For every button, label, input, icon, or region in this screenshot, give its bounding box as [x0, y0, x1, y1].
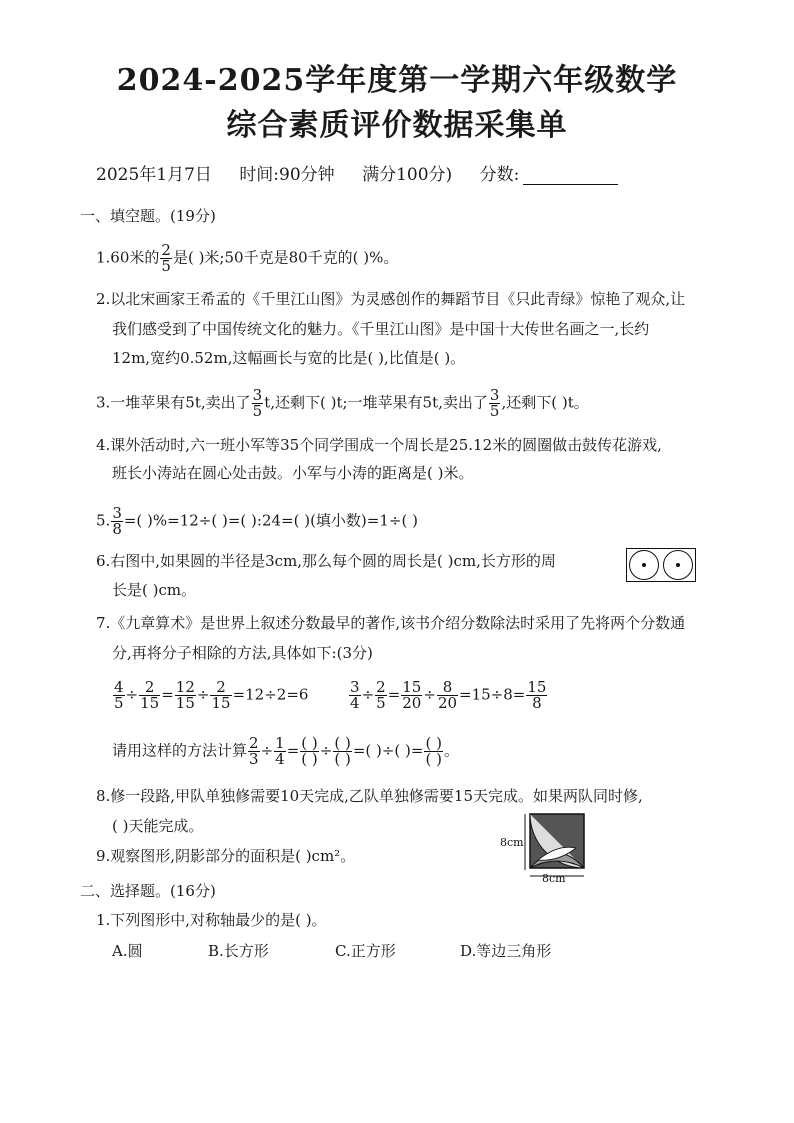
exam-full-score: 满分100分) — [362, 165, 453, 185]
circles-in-rectangle-figure — [626, 548, 696, 582]
fraction: $\frac{3}{4}$ — [350, 678, 360, 712]
question-1-6-line1: 6.右图中,如果圆的半径是3cm,那么每个圆的周长是( )cm,长方形的周 — [96, 552, 556, 570]
option-a[interactable]: A.圆 — [112, 942, 143, 960]
question-1-4-line2: 班长小涛站在圆心处击鼓。小军与小涛的距离是( )米。 — [112, 464, 474, 482]
fraction: $\frac{15}{8}$ — [527, 678, 547, 712]
option-d[interactable]: D.等边三角形 — [460, 942, 552, 960]
question-1-2-line2: 我们感受到了中国传统文化的魅力。《千里江山图》是中国十大传世名画之一,长约 — [112, 320, 650, 338]
fraction: $\frac{12}{15}$ — [175, 678, 195, 712]
exam-time: 时间:90分钟 — [239, 165, 335, 185]
question-1-5: 5. $\frac{3}{8}$ =( )%=12÷( )=( ):24=( )(填小数)=1÷( ) — [96, 504, 418, 538]
score-label: 分数: — [479, 165, 520, 185]
exam-meta — [96, 160, 640, 185]
question-1-4-line1: 4.课外活动时,六一班小军等35个同学围成一个周长是25.12米的圆圈做击鼓传花游戏, — [96, 436, 662, 454]
question-1-2-line1: 2.以北宋画家王希孟的《千里江山图》为灵感创作的舞蹈节目《只此青绿》惊艳了观众,让 — [96, 290, 686, 308]
question-1-7-example: $\frac{4}{5}$ ÷ $\frac{2}{15}$ = $\frac{12}{15}$ ÷ $\frac{2}{15}$ =12÷2=6 $\frac{3}{4}$ ÷ $\frac{2}{5}$ = $\frac{15}{20}$ ÷ $\frac{8}{20}$ =15÷8= $\frac{15}{8}$ — [114, 678, 547, 712]
fraction: $\frac{2}{15}$ — [140, 678, 160, 712]
question-1-7-line1: 7.《九章算术》是世界上叙述分数最早的著作,该书介绍分数除法时采用了先将两个分数通 — [96, 614, 686, 632]
answer-fraction[interactable]: $\frac{( )}{( )}$ — [301, 734, 318, 768]
bottom-label: 8cm — [542, 872, 566, 884]
fraction: $\frac{3}{5}$ — [252, 386, 263, 420]
score-field[interactable] — [523, 168, 618, 185]
fraction: $\frac{15}{20}$ — [402, 678, 422, 712]
fraction: $\frac{2}{5}$ — [376, 678, 386, 712]
fraction: $\frac{1}{4}$ — [275, 734, 285, 768]
question-1-7-exercise: 请用这样的方法计算 $\frac{2}{3}$ ÷ $\frac{1}{4}$ = $\frac{( )}{( )}$ ÷ $\frac{( )}{( )}$ =( )÷( )= $\frac{( )}{( )}$ 。 — [112, 734, 459, 768]
question-1-1: 1.60米的 $\frac{2}{5}$ 是( )米;50千克是80千克的( )%。 — [96, 241, 399, 275]
fraction: $\frac{4}{5}$ — [114, 678, 124, 712]
section1-heading: 一、填空题。(19分) — [80, 207, 216, 225]
question-1-6-line2: 长是( )cm。 — [112, 581, 197, 599]
option-b[interactable]: B.长方形 — [208, 942, 269, 960]
fraction: $\frac{3}{5}$ — [489, 386, 500, 420]
question-2-1: 1.下列图形中,对称轴最少的是( )。 — [96, 911, 327, 929]
question-1-3: 3.一堆苹果有5t,卖出了 $\frac{3}{5}$ t,还剩下( )t;一堆苹果有5t,卖出了 $\frac{3}{5}$ ,还剩下( )t。 — [96, 386, 589, 420]
exam-title-line2: 综合素质评价数据采集单 — [226, 108, 568, 143]
answer-fraction[interactable]: $\frac{( )}{( )}$ — [425, 734, 442, 768]
question-1-9: 9.观察图形,阴影部分的面积是( )cm²。 — [96, 847, 356, 865]
question-1-2-line3: 12m,宽约0.52m,这幅画长与宽的比是( ),比值是( )。 — [112, 349, 466, 367]
question-1-8-line2: ( )天能完成。 — [112, 817, 204, 835]
fraction: $\frac{2}{3}$ — [249, 734, 259, 768]
fraction: $\frac{2}{5}$ — [161, 241, 171, 275]
answer-fraction[interactable]: $\frac{( )}{( )}$ — [334, 734, 351, 768]
option-c[interactable]: C.正方形 — [335, 942, 396, 960]
question-1-7-line2: 分,再将分子相除的方法,具体如下:(3分) — [112, 644, 373, 662]
section2-heading: 二、选择题。(16分) — [80, 882, 216, 900]
shaded-square-figure — [498, 808, 590, 884]
fraction: $\frac{2}{15}$ — [211, 678, 231, 712]
side-label: 8cm — [500, 836, 524, 849]
exam-title-line1: 2024-2025学年度第一学期六年级数学 — [116, 63, 678, 98]
fraction: $\frac{8}{20}$ — [437, 678, 458, 712]
fraction: $\frac{3}{8}$ — [112, 504, 122, 538]
exam-date: 2025年1月7日 — [96, 165, 212, 185]
question-1-8-line1: 8.修一段路,甲队单独修需要10天完成,乙队单独修需要15天完成。如果两队同时修, — [96, 787, 643, 805]
